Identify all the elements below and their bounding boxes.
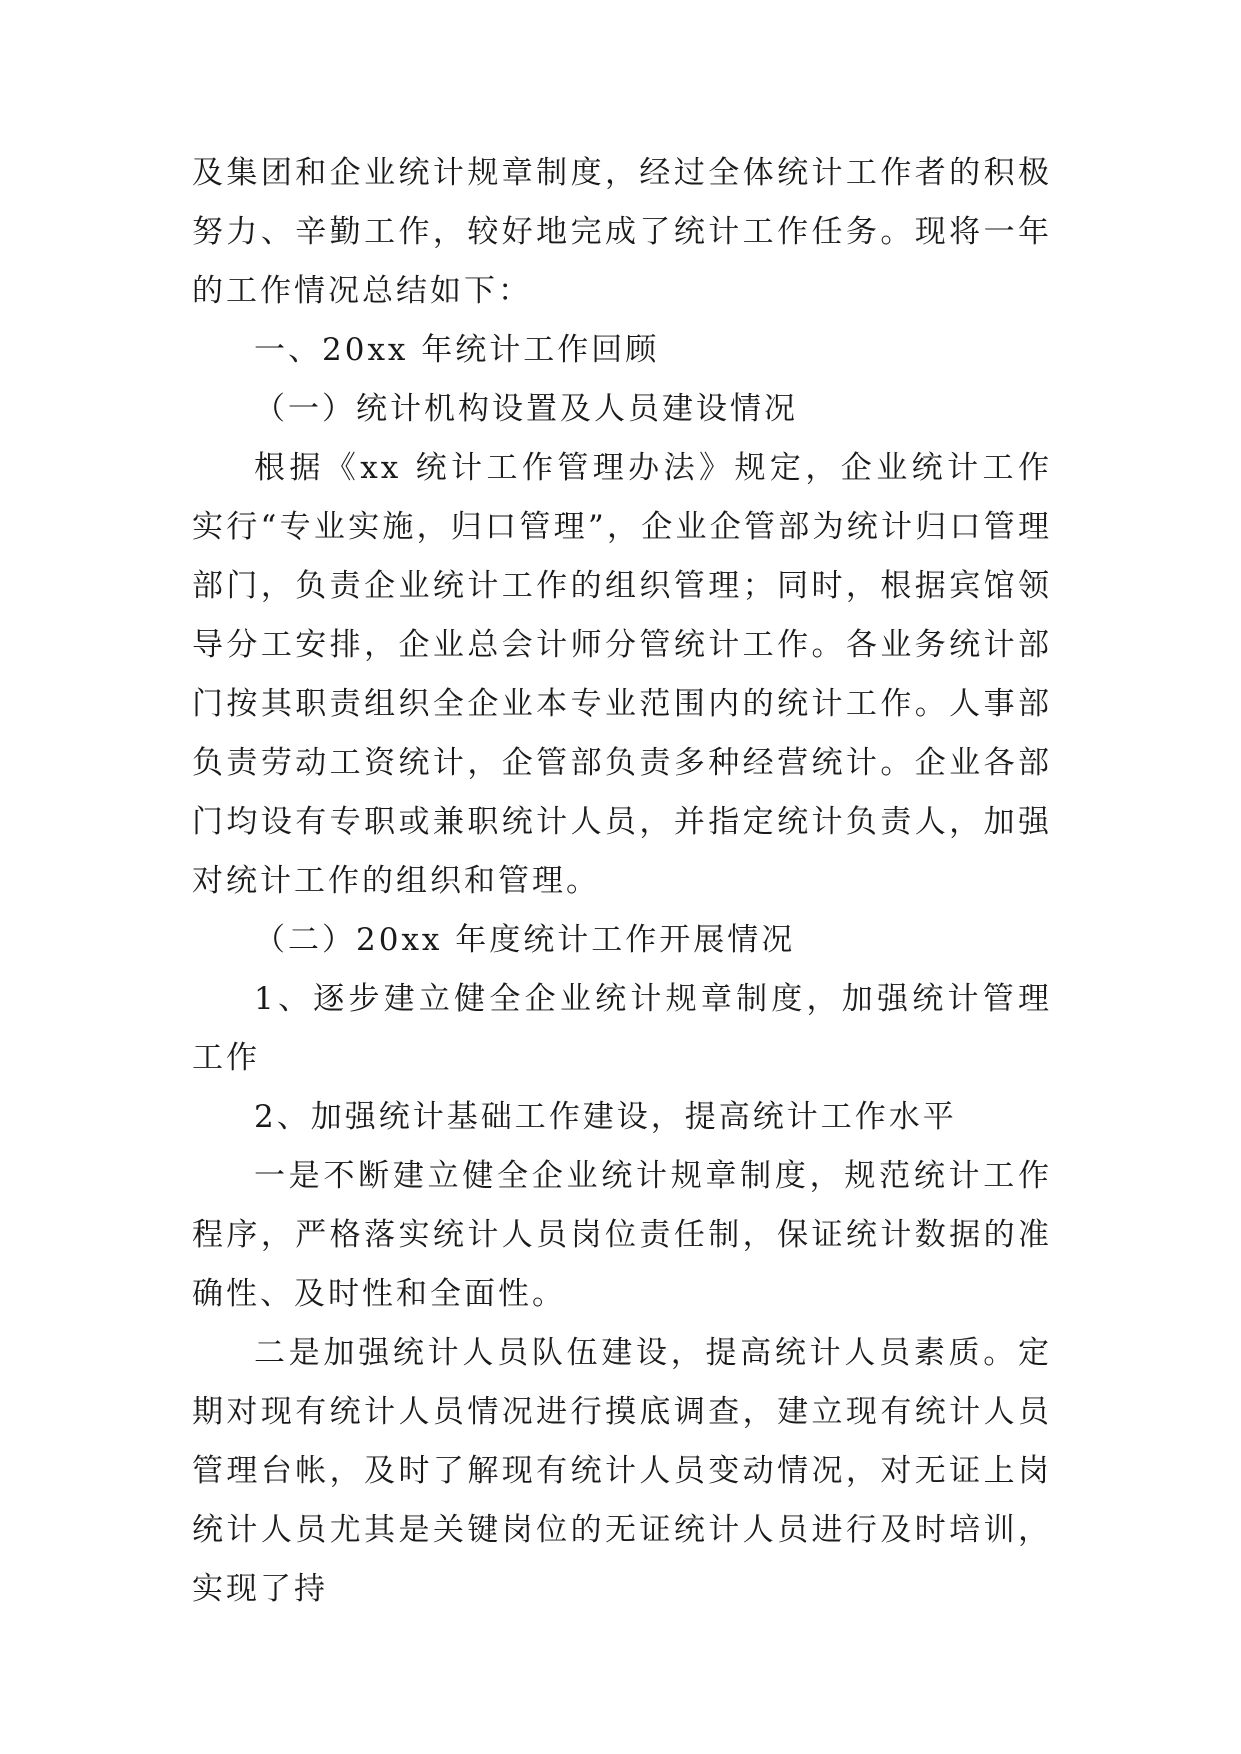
list-item-foundation: 2、加强统计基础工作建设，提高统计工作水平 [254, 1099, 957, 1135]
paragraph-point-two: 二是加强统计人员队伍建设，提高统计人员素质。定期对现有统计人员情况进行摸底调查，建立现有统计人员管理台帐，及时了解现有统计人员变动情况，对无证上岗统计人员尤其是关键岗位的无证统计人员进行及时培训，实现了持 [192, 1335, 1052, 1607]
paragraph-point-one: 一是不断建立健全企业统计规章制度，规范统计工作程序，严格落实统计人员岗位责任制，保证统计数据的准确性、及时性和全面性。 [192, 1158, 1052, 1312]
document-body [192, 144, 1052, 1619]
subsection-heading-progress: （二）20xx 年度统计工作开展情况 [254, 922, 796, 958]
subsection-heading-organization: （一）统计机构设置及人员建设情况 [254, 391, 798, 427]
section-heading-review: 一、20xx 年统计工作回顾 [254, 332, 660, 368]
paragraph-intro-continued: 及集团和企业统计规章制度，经过全体统计工作者的积极努力、辛勤工作，较好地完成了统计工作任务。现将一年的工作情况总结如下： [192, 155, 1052, 309]
list-item-regulations: 1、逐步建立健全企业统计规章制度，加强统计管理工作 [192, 981, 1052, 1076]
paragraph-organization: 根据《xx 统计工作管理办法》规定，企业统计工作实行“专业实施，归口管理”，企业企管部为统计归口管理部门，负责企业统计工作的组织管理；同时，根据宾馆领导分工安排，企业总会计师分管统计工作。各业务统计部门按其职责组织全企业本专业范围内的统计工作。人事部负责劳动工资统计，企管部负责多种经营统计。企业各部门均设有专职或兼职统计人员，并指定统计负责人，加强对统计工作的组织和管理。 [192, 450, 1052, 899]
